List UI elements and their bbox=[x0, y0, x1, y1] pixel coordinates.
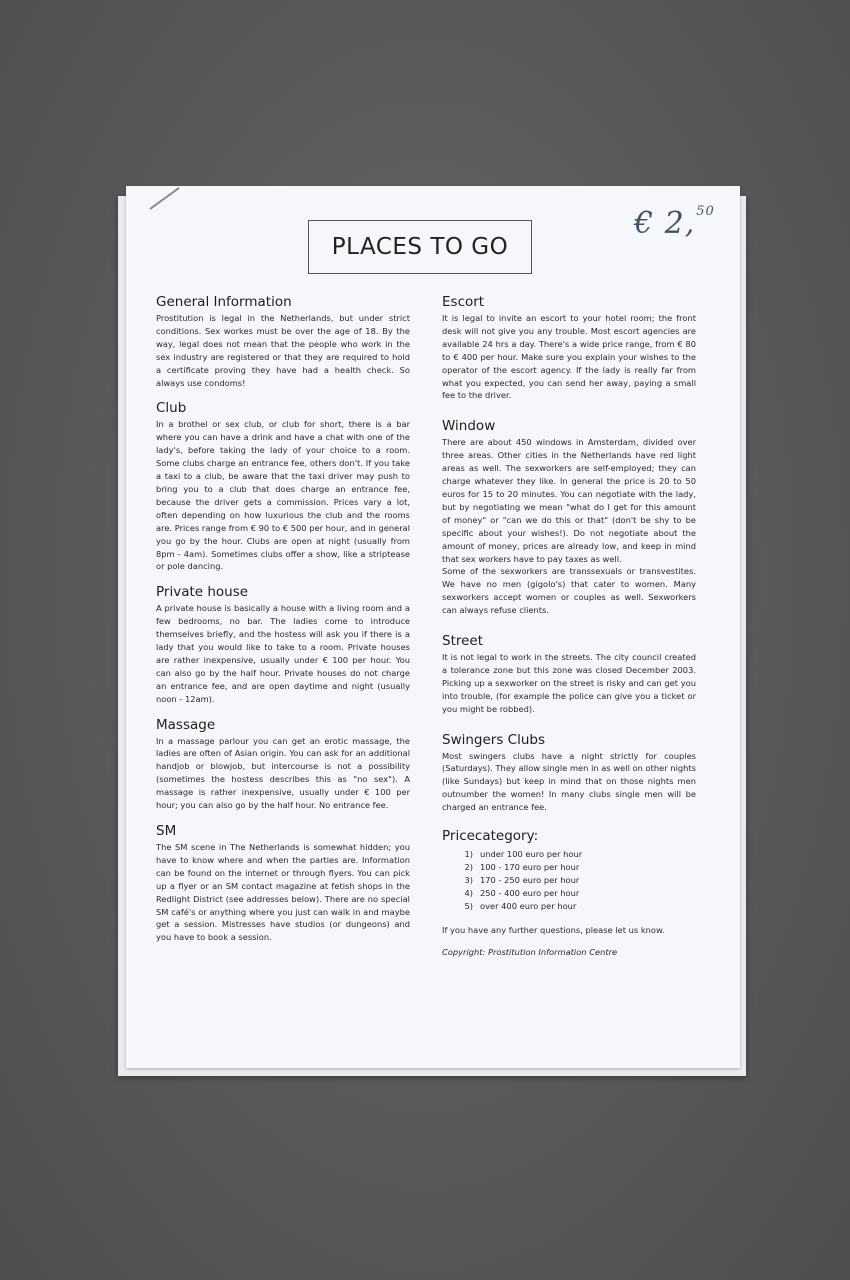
item-label: 100 - 170 euro per hour bbox=[480, 862, 580, 872]
item-number: 2) bbox=[464, 862, 473, 872]
section-heading: General Information bbox=[156, 294, 292, 310]
section-body: It is legal to invite an escort to your hotel room; the front desk will not give you any trouble. Most escort agencies are available 24 hrs a day. There's a wide price range, from € 80 to € 400 per hour. Make sure you explain your wishes to the operator of the escort agency. If the lady is really far from what you expected, you can send her away, paying a small fee to the driver. bbox=[442, 313, 696, 401]
item-label: over 400 euro per hour bbox=[480, 900, 577, 911]
item-number: 4) bbox=[464, 887, 473, 898]
section-price-category bbox=[442, 828, 696, 913]
list-item bbox=[442, 887, 696, 900]
section-heading: Escort bbox=[442, 294, 485, 310]
section-heading: Street bbox=[442, 633, 484, 650]
copyright-line: Copyright: Prostitution Information Centre bbox=[442, 946, 618, 957]
closing-note: If you have any further questions, please let us know. bbox=[442, 924, 665, 935]
section-heading: Private house bbox=[156, 584, 249, 601]
section-body: It is not legal to work in the streets. The city council created a tolerance zone but this zone was closed December 2003. Picking up a sexworker on the street is risky and can get you into trouble, (for example the police can give you a ticket or you might be robbed). bbox=[442, 652, 696, 714]
item-number: 3) bbox=[464, 874, 473, 885]
list-item bbox=[442, 900, 696, 913]
staple-mark bbox=[149, 187, 179, 210]
handwritten-price: € 2,50 bbox=[634, 204, 715, 241]
section-heading: SM bbox=[156, 823, 177, 839]
section-street bbox=[442, 633, 696, 716]
section-body: There are about 450 windows in Amsterdam, divided over three areas. Other cities in the Netherlands have red light areas as well. The sexworkers are self-employed; they can charge whatever they like. In general the price is 20 to 50 euros for 15 to 20 minutes. You can negotiate with the lady, but by negotiating we mean "what do I get for this amount of money" or "can we do this or that" (don't be shy to be specific about your wishes!). Do not negotiate about the amount of money, prices are already low, and keep in mind that sex workers have to pay taxes as well. bbox=[442, 437, 696, 564]
section-massage bbox=[156, 717, 410, 812]
section-escort bbox=[442, 294, 696, 402]
section-body: In a brothel or sex club, or club for short, there is a bar where you can have a drink and have a chat with one of the lady's, before taking the lady of your choice to a room. Some clubs charge an entrance fee, others don't. If you take a taxi to a club, be aware that the taxi driver may push to bring you to a club that does charge an entrance fee, because the driver gets a commission. Prices vary a lot, often depending on how luxurious the club and the rooms are. Prices range from € 90 to € 500 per hour, and in general you go by the hour. Clubs are open at night (usually from 8pm - 4am). Sometimes clubs offer a show, like a striptease or pole dancing. bbox=[156, 419, 410, 572]
section-body: The SM scene in The Netherlands is somewhat hidden; you have to know where and when the parties are. Information can be found on the internet or through flyers. You can pick up a flyer or an SM contact magazine at fetish shops in the Redlight District (see addresses below). There are no special SM café's or anything where you just can walk in and maybe get a session. Mistresses have studios (or dungeons) and you have to book a session. bbox=[156, 842, 410, 943]
item-label: 250 - 400 euro per hour bbox=[480, 887, 580, 898]
section-body: Most swingers clubs have a night strictly for couples (Saturdays). They allow single men in as well on other nights (like Sundays) but keep in mind that on those nights men outnumber the women! In many clubs single men will be charged an entrance fee. bbox=[442, 750, 696, 813]
item-label: under 100 euro per hour bbox=[480, 849, 583, 860]
section-general-information bbox=[156, 294, 410, 389]
section-heading: Massage bbox=[156, 716, 216, 733]
page-title: PLACES TO GO bbox=[308, 220, 532, 274]
price-category-list bbox=[442, 848, 696, 913]
section-heading: Pricecategory: bbox=[442, 828, 539, 845]
list-item bbox=[442, 874, 696, 887]
item-label: 170 - 250 euro per hour bbox=[480, 874, 580, 885]
section-club bbox=[156, 400, 410, 573]
section-sm bbox=[156, 823, 410, 944]
list-item bbox=[442, 848, 696, 861]
section-body: A private house is basically a house with a living room and a few bedrooms, no bar. The ladies come to introduce themselves briefly, and the hostess will ask you if there is a lady that you would like to take to a room. Private houses are rather inexpensive, usually under € 100 per hour. You can also go by the half hour. Private houses do not charge an entrance fee, and are open daytime and night (usually noon - 12am). bbox=[156, 603, 410, 704]
item-number: 5) bbox=[464, 900, 473, 911]
section-swingers-clubs bbox=[442, 732, 696, 815]
section-heading: Window bbox=[442, 418, 496, 435]
list-item bbox=[442, 861, 696, 874]
section-heading: Swingers Clubs bbox=[442, 731, 546, 748]
section-body: Prostitution is legal in the Netherlands, but under strict conditions. Sex workes must be over the age of 18. By the way, legal does not mean that the people who work in the sex industry are registered or that they are required to hold a certificate proving they have had a health check. So always use condoms! bbox=[156, 313, 410, 388]
right-column bbox=[442, 294, 696, 957]
section-heading: Club bbox=[156, 400, 187, 417]
section-window bbox=[442, 418, 696, 617]
leaflet-page bbox=[126, 186, 740, 1068]
section-body: In a massage parlour you can get an erotic massage, the ladies are often of Asian origin. You can ask for an additional handjob or blowjob, but intercourse is not a possibility (sometimes the hostess describes this as "no sex"). A massage is rather inexpensive, usually under € 100 per hour; you can also go by the half hour. No entrance fee. bbox=[156, 735, 410, 811]
section-private-house bbox=[156, 584, 410, 705]
section-body-continued: Some of the sexworkers are transsexuals or transvestites. We have no men (gigolo's) that cater to women. Many sexworkers accept women or couples as well. Sexworkers can always refuse clients. bbox=[442, 566, 696, 616]
left-column bbox=[156, 294, 410, 944]
item-number: 1) bbox=[464, 849, 473, 860]
